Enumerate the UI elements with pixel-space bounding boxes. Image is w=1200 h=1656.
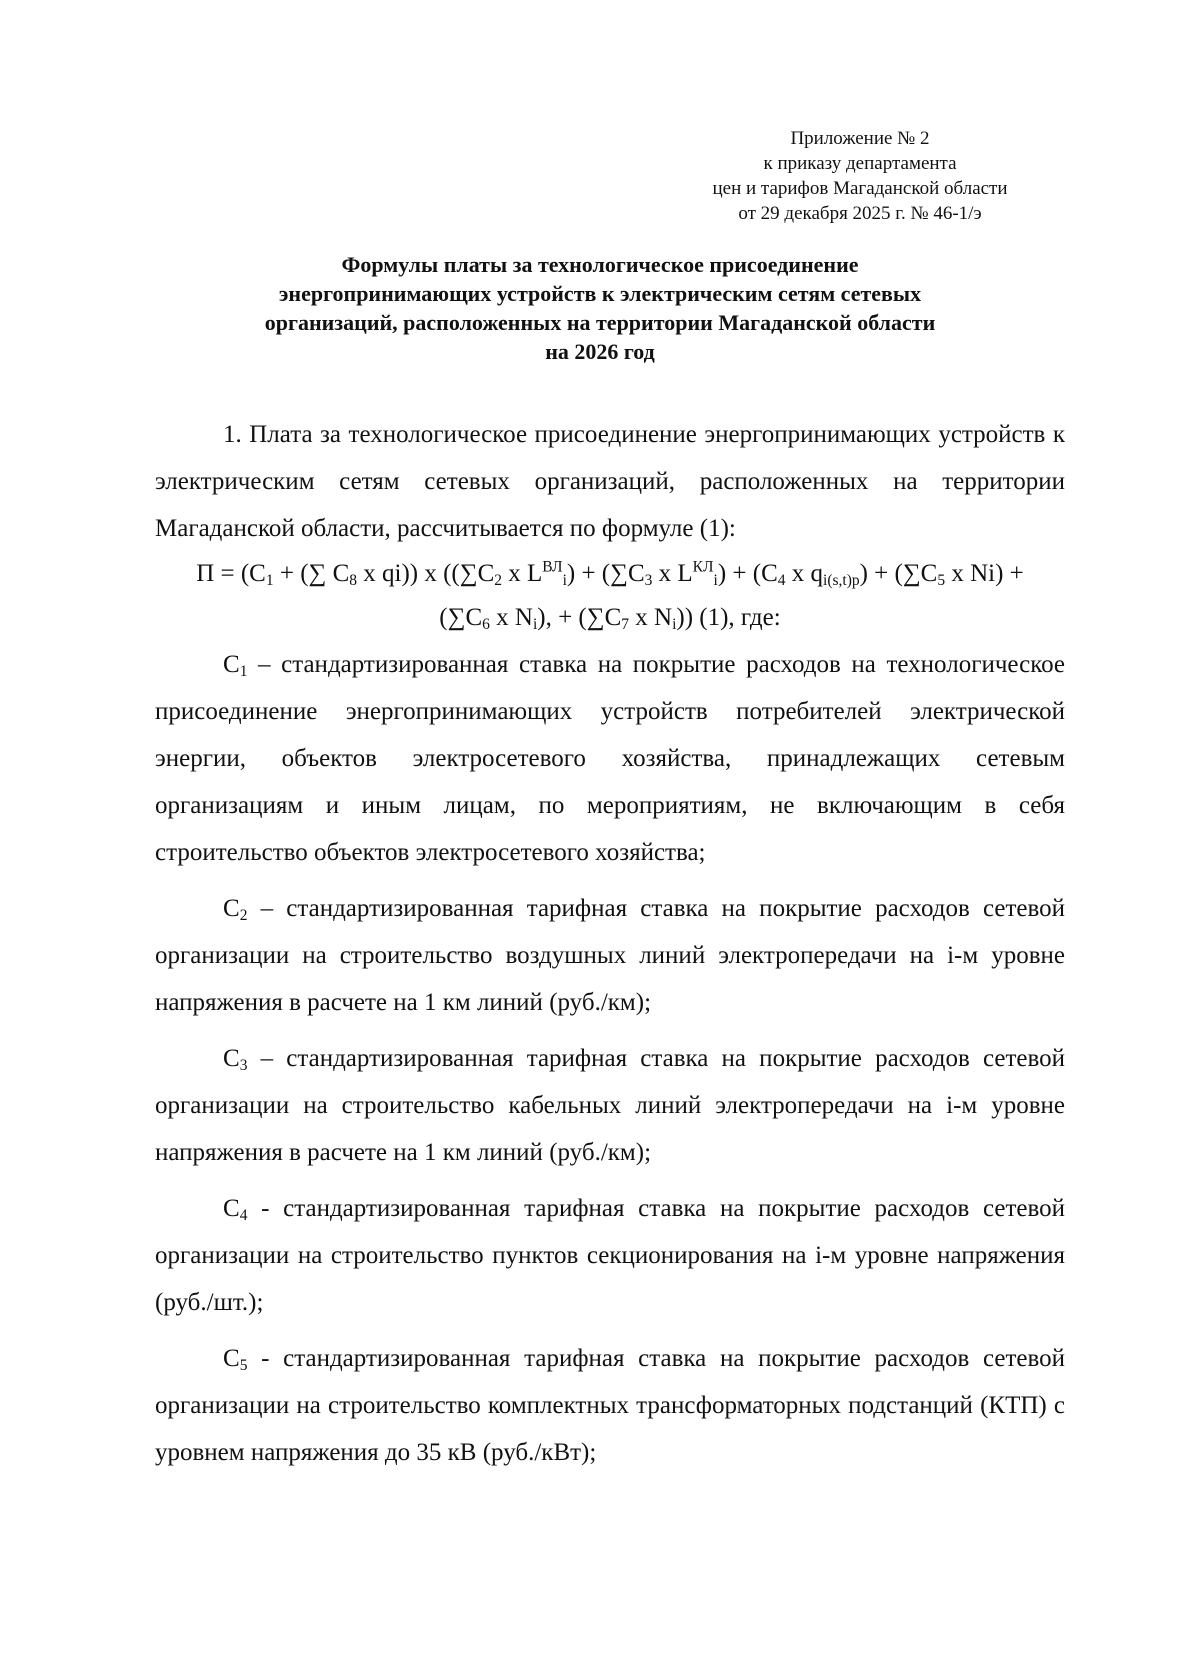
definition-c1: $С_1$ – стандартизированная ставка на покрытие расходов на технологическое присоединение энергопринимающих устройств потребителей электрической энергии, объектов электросетевого хозяйства, принадлежащих сетевым организациям и иным лицам, по мероприятиям, не включающим в себя строительство объектов электросетевого хозяйства; bbox=[155, 651, 1065, 866]
document-title bbox=[160, 250, 1040, 366]
definition-c4: $С_4$ - стандартизированная тарифная ставка на покрытие расходов сетевой организации на строительство пунктов секционирования на i-м уровне напряжения (руб./шт.); bbox=[155, 1195, 1065, 1316]
definition-c5: $С_5$ - стандартизированная тарифная ставка на покрытие расходов сетевой организации на строительство комплектных трансформаторных подстанций (КТП) с уровнем напряжения до 35 кВ (руб./кВт); bbox=[155, 1345, 1065, 1466]
appendix-order-date: от 29 декабря 2025 г. № 46-1/э bbox=[738, 203, 982, 224]
definition-c3: $С_3$ – стандартизированная тарифная ставка на покрытие расходов сетевой организации на строительство кабельных линий электропередачи на i-м уровне напряжения в расчете на 1 км линий (руб./км); bbox=[155, 1045, 1065, 1166]
appendix-number: Приложение № 2 bbox=[790, 128, 930, 149]
intro-paragraph: 1. Плата за технологическое присоединение энергопринимающих устройств к электрическим сетям сетевых организаций, расположенных на территории Магаданской области, рассчитывается по формуле (1): bbox=[155, 421, 1065, 542]
definition-c2: $С_2$ – стандартизированная тарифная ставка на покрытие расходов сетевой организации на строительство воздушных линий электропередачи на i-м уровне напряжения в расчете на 1 км линий (руб./км); bbox=[155, 895, 1065, 1016]
appendix-header bbox=[660, 126, 1060, 226]
title-line: на 2026 год bbox=[545, 339, 655, 364]
formula-1 bbox=[155, 552, 1065, 640]
appendix-order-ref: к приказу департамента bbox=[763, 153, 957, 174]
appendix-department: цен и тарифов Магаданской области bbox=[712, 178, 1008, 199]
formula-line-1: $П = (С_1$ + (∑ $С_8$ x qi)) x (($\sum С_2$ x $L^{ВЛ}_i) + (\sum С_3$ x $L^{КЛ}_i) + (С_4$ x $q_{i(s,t)p}) + (\sum С_5$ x Ni) + bbox=[196, 558, 1024, 589]
document-body bbox=[155, 411, 1065, 1476]
title-line: энергопринимающих устройств к электрическим сетям сетевых bbox=[278, 281, 922, 306]
title-line: организаций, расположенных на территории Магаданской области bbox=[264, 310, 936, 335]
title-line: Формулы платы за технологическое присоединение bbox=[341, 252, 859, 277]
formula-line-2: ($\sum С_6$ x $N_i$), + ($\sum С_7$ x $N_i$)) (1), где: bbox=[439, 604, 781, 633]
